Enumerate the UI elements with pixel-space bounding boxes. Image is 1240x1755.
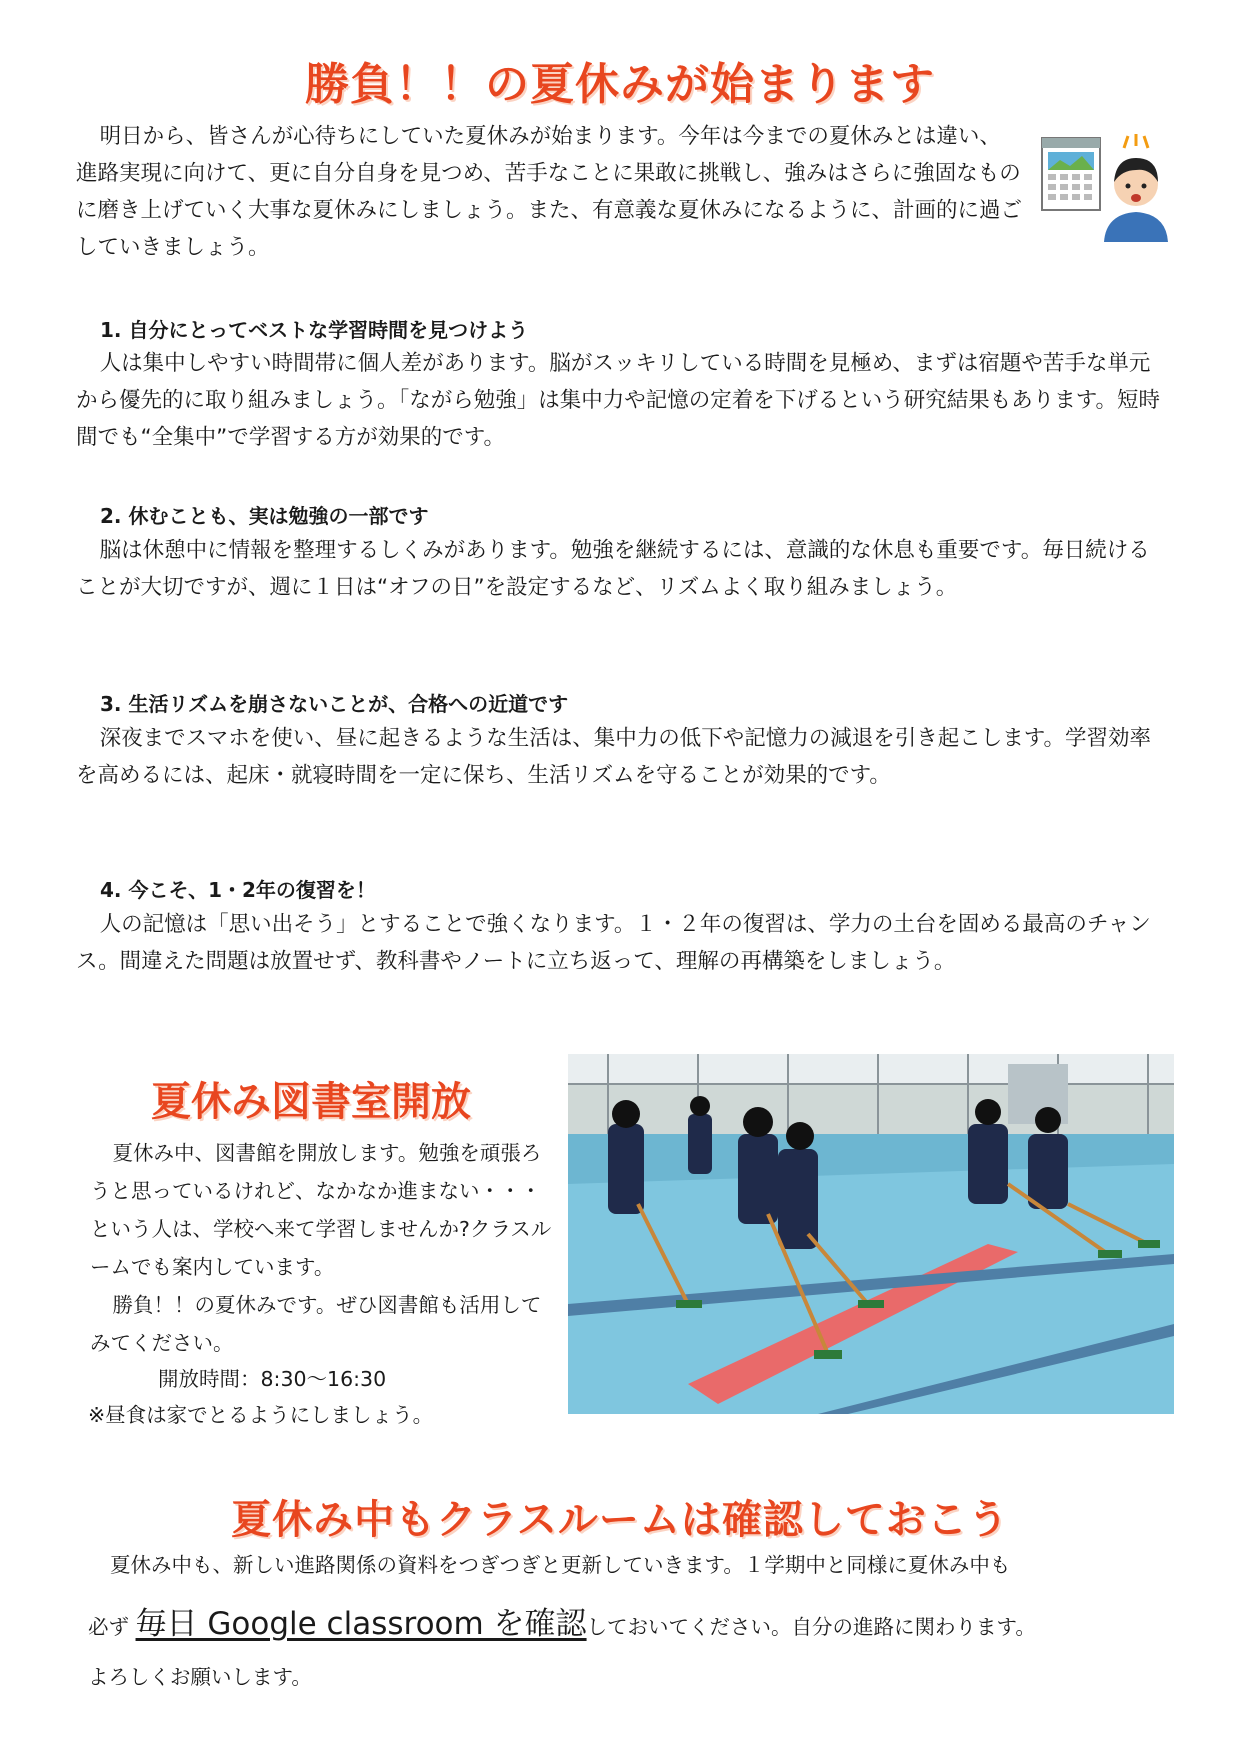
classroom-title: 夏休み中もクラスルームは確認しておこう [231,1497,1009,1543]
section-1-body: 人は集中しやすい時間帯に個人差があります。脳がスッキリしている時間を見極め、まずは宿題や苦手な単元から優先的に取り組みましょう。「ながら勉強」は集中力や記憶の定着を下げるという研究結果もあります。短時間でも“全集中”で学習する方が効果的です。 [76,351,1161,450]
library-body [90,1134,560,1362]
classroom-line-2-prefix: 必ず [88,1615,136,1639]
classroom-line-1: 夏休み中も、新しい進路関係の資料をつぎつぎと更新していきます。１学期中と同様に夏休み中も [110,1553,1011,1577]
section-1-heading: 1. 自分にとってベストな学習時間を見つけよう [100,318,529,342]
classroom-emphasis: 毎日 Google classroom を確認 [135,1606,587,1642]
library-body-2: 勝負！！の夏休みです。ぜひ図書館も活用してみてください。 [90,1293,542,1355]
section-3-body: 深夜までスマホを使い、昼に起きるような生活は、集中力の低下や記憶力の減退を引き起こします。学習効率を高めるには、起床・就寝時間を一定に保ち、生活リズムを守ることが効果的です。 [76,726,1151,788]
page-title: 勝負！！の夏休みが始まります [305,59,935,110]
library-body-1: 夏休み中、図書館を開放します。勉強を頑張ろうと思っているけれど、なかなか進まない・・・という人は、学校へ来て学習しませんか?クラスルームでも案内しています。 [90,1141,552,1279]
library-note: ※昼食は家でとるようにしましょう。 [88,1403,434,1427]
classroom-line-2-suffix: しておいてください。自分の進路に関わります。 [586,1615,1036,1639]
section-4-heading: 4. 今こそ、1・2年の復習を！ [100,878,376,902]
calendar-worried-person-illustration [1040,132,1170,242]
library-title: 夏休み図書室開放 [151,1079,471,1125]
section-4-body: 人の記憶は「思い出そう」とすることで強くなります。１・２年の復習は、学力の土台を固める最高のチャンス。間違えた問題は放置せず、教科書やノートに立ち返って、理解の再構築をしましょう。 [76,912,1151,974]
students-cleaning-pool-photo [568,1054,1174,1414]
library-hours: 開放時間：8:30〜16:30 [158,1367,387,1391]
section-2-body: 脳は休憩中に情報を整理するしくみがあります。勉強を継続するには、意識的な休息も重要です。毎日続けることが大切ですが、週に１日は“オフの日”を設定するなど、リズムよく取り組みましょう。 [76,538,1150,600]
section-2-heading: 2. 休むことも、実は勉強の一部です [100,504,429,528]
classroom-line-2 [88,1598,1036,1643]
intro-paragraph: 明日から、皆さんが心待ちにしていた夏休みが始まります。今年は今までの夏休みとは違い、進路実現に向けて、更に自分自身を見つめ、苦手なことに果敢に挑戦し、強みはさらに強固なものに磨き上げていく大事な夏休みにしましょう。また、有意義な夏休みになるように、計画的に過ごしていきましょう。 [76,124,1023,260]
classroom-line-3: よろしくお願いします。 [88,1665,312,1689]
section-3-heading: 3. 生活リズムを崩さないことが、合格への近道です [100,692,569,716]
